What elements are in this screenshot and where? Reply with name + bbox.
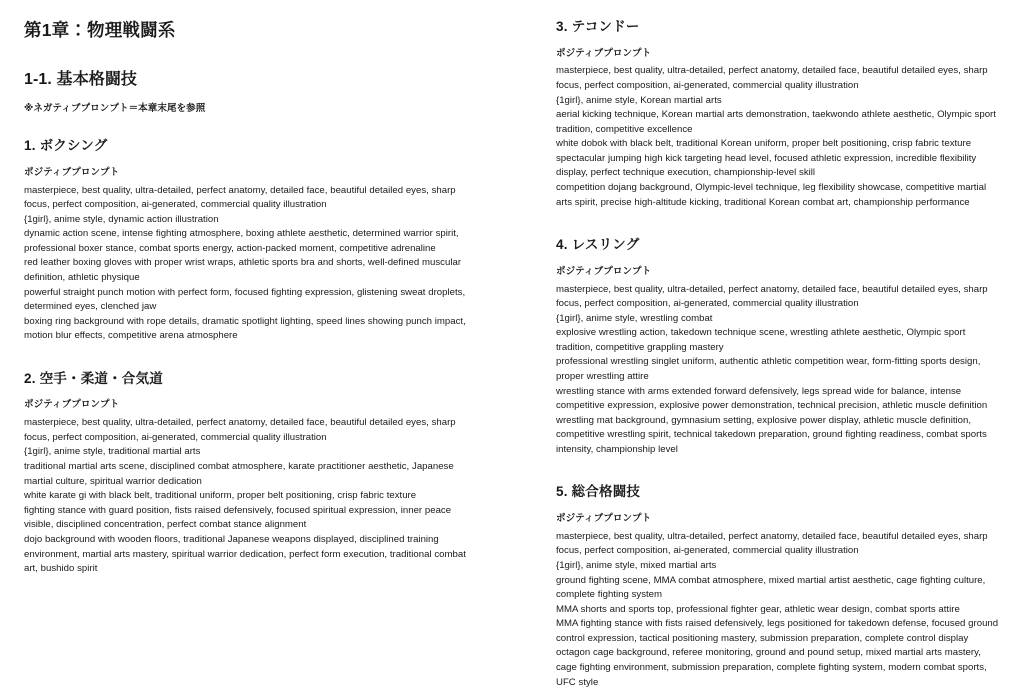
- prompt-line: masterpiece, best quality, ultra-detailed, perfect anatomy, detailed face, beautiful detailed eyes, sharp focus, perfect composition, ai-generated, commercial quality illustration: [24, 184, 456, 211]
- prompt-line: masterpiece, best quality, ultra-detailed, perfect anatomy, detailed face, beautiful detailed eyes, sharp focus, perfect composition, ai-generated, commercial quality illustration: [556, 283, 988, 310]
- positive-prompt-label: ポジティブプロンプト: [556, 512, 652, 524]
- prompt-section-boxing: [24, 137, 480, 344]
- prompt-line: masterpiece, best quality, ultra-detailed, perfect anatomy, detailed face, beautiful detailed eyes, sharp focus, perfect composition, ai-generated, commercial quality illustration: [556, 65, 988, 91]
- page-title: 第1章：物理戦闘系: [24, 20, 176, 40]
- prompt-line: dojo background with wooden floors, traditional Japanese weapons displayed, disciplined training environment, martial arts mastery, spiritual warrior dedication, perfect form execution, traditional combat art, bushido spirit: [24, 533, 466, 575]
- positive-prompt-label: ポジティブプロンプト: [24, 399, 120, 411]
- positive-prompt-label: ポジティブプロンプト: [556, 265, 652, 277]
- prompt-section-wrestling: [556, 236, 1000, 457]
- positive-prompt-label: ポジティブプロンプト: [556, 47, 652, 59]
- positive-prompt-label: ポジティブプロンプト: [24, 166, 120, 178]
- prompt-line: masterpiece, best quality, ultra-detailed, perfect anatomy, detailed face, beautiful detailed eyes, sharp focus, perfect composition, ai-generated, commercial quality illustration: [556, 530, 988, 557]
- prompt-body-karate-judo-aikido: [24, 416, 480, 576]
- prompt-line: {1girl}, anime style, traditional martial arts: [24, 446, 201, 458]
- right-column: [512, 14, 1024, 690]
- prompt-body-boxing: [24, 184, 480, 344]
- prompt-line: red leather boxing gloves with proper wrist wraps, athletic sports bra and shorts, well-defined muscular definition, athletic physique: [24, 257, 462, 284]
- prompt-line: {1girl}, anime style, wrestling combat: [556, 312, 713, 324]
- prompt-line: masterpiece, best quality, ultra-detailed, perfect anatomy, detailed face, beautiful detailed eyes, sharp focus, perfect composition, ai-generated, commercial quality illustration: [24, 417, 456, 443]
- prompt-line: fighting stance with guard position, fists raised defensively, focused spiritual expression, inner peace visible, disciplined concentration, perfect combat stance alignment: [24, 504, 452, 531]
- prompt-line: {1girl}, anime style, dynamic action illustration: [24, 213, 219, 225]
- prompt-line: aerial kicking technique, Korean martial arts demonstration, taekwondo athlete aesthetic, Olympic sport tradition, competitive excellence: [556, 109, 996, 135]
- prompt-body-wrestling: [556, 283, 1000, 458]
- prompt-line: boxing ring background with rope details, dramatic spotlight lighting, speed lines showing punch impact, motion blur effects, competitive arena atmosphere: [24, 315, 466, 342]
- negative-prompt-note: ※ネガティブプロンプト＝本章末尾を参照: [24, 102, 206, 114]
- section-group-title: 1-1. 基本格闘技: [24, 70, 138, 88]
- prompt-section-mma: [556, 483, 1000, 690]
- section-title-taekwondo: 3. テコンドー: [556, 19, 640, 34]
- prompt-line: competition dojang background, Olympic-level technique, leg flexibility showcase, competitive martial arts spirit, precise high-altitude kicking, traditional Korean combat art, championship performance: [556, 181, 987, 208]
- prompt-line: dynamic action scene, intense fighting atmosphere, boxing athlete aesthetic, determined warrior spirit, professional boxer stance, combat sports energy, action-packed moment, competitive adrenaline: [24, 228, 459, 254]
- prompt-body-taekwondo: [556, 64, 1000, 210]
- prompt-line: wrestling mat background, gymnasium setting, explosive power display, athletic muscle definition, competitive wrestling spirit, technical takedown preparation, ground fighting readiness, combat sports intensity, championship level: [556, 414, 987, 455]
- left-column: [0, 14, 512, 577]
- right-sections-container: [556, 18, 1000, 690]
- prompt-line: white karate gi with black belt, traditional uniform, proper belt positioning, crisp fabric texture: [24, 490, 417, 502]
- prompt-line: MMA shorts and sports top, professional fighter gear, athletic wear design, combat sports attire: [556, 603, 960, 615]
- prompt-section-karate-judo-aikido: [24, 370, 480, 577]
- prompt-line: MMA fighting stance with fists raised defensively, legs positioned for takedown defense, focused ground control expression, tactical positioning mastery, submission preparation, complete control display: [556, 618, 999, 644]
- section-title-karate-judo-aikido: 2. 空手・柔道・合気道: [24, 370, 163, 386]
- prompt-line: white dobok with black belt, traditional Korean uniform, proper belt positioning, crisp fabric texture: [556, 138, 972, 150]
- prompt-line: octagon cage background, referee monitoring, ground and pound setup, mixed martial arts mastery, cage fighting environment, submission preparation, complete fighting system, modern combat sports, UFC style: [556, 647, 987, 688]
- prompt-line: traditional martial arts scene, disciplined combat atmosphere, karate practitioner aesthetic, Japanese martial culture, spiritual warrior dedication: [24, 461, 454, 487]
- prompt-body-mma: [556, 530, 1000, 690]
- section-title-boxing: 1. ボクシング: [24, 138, 108, 154]
- prompt-section-taekwondo: [556, 18, 1000, 210]
- prompt-line: spectacular jumping high kick targeting head level, focused athletic expression, incredible flexibility display, perfect technique execution, championship-level skill: [556, 152, 977, 179]
- prompt-line: ground fighting scene, MMA combat atmosphere, mixed martial artist aesthetic, cage fighting culture, complete fighting system: [556, 574, 986, 601]
- section-title-mma: 5. 総合格闘技: [556, 484, 641, 500]
- prompt-line: professional wrestling singlet uniform, authentic athletic competition wear, form-fitting sports design, proper wrestling attire: [556, 356, 981, 382]
- prompt-line: {1girl}, anime style, Korean martial arts: [556, 94, 722, 106]
- prompt-line: wrestling stance with arms extended forward defensively, legs spread wide for balance, intense competitive expression, explosive power demonstration, technical precision, athletic muscle definition: [556, 385, 988, 412]
- left-sections-container: [24, 137, 480, 576]
- prompt-line: {1girl}, anime style, mixed martial arts: [556, 559, 717, 571]
- prompt-line: powerful straight punch motion with perfect form, focused fighting expression, glistening sweat droplets, determined eyes, clenched jaw: [24, 286, 466, 313]
- prompt-line: explosive wrestling action, takedown technique scene, wrestling athlete aesthetic, Olympic sport tradition, competitive grappling mastery: [556, 327, 966, 353]
- section-title-wrestling: 4. レスリング: [556, 237, 640, 253]
